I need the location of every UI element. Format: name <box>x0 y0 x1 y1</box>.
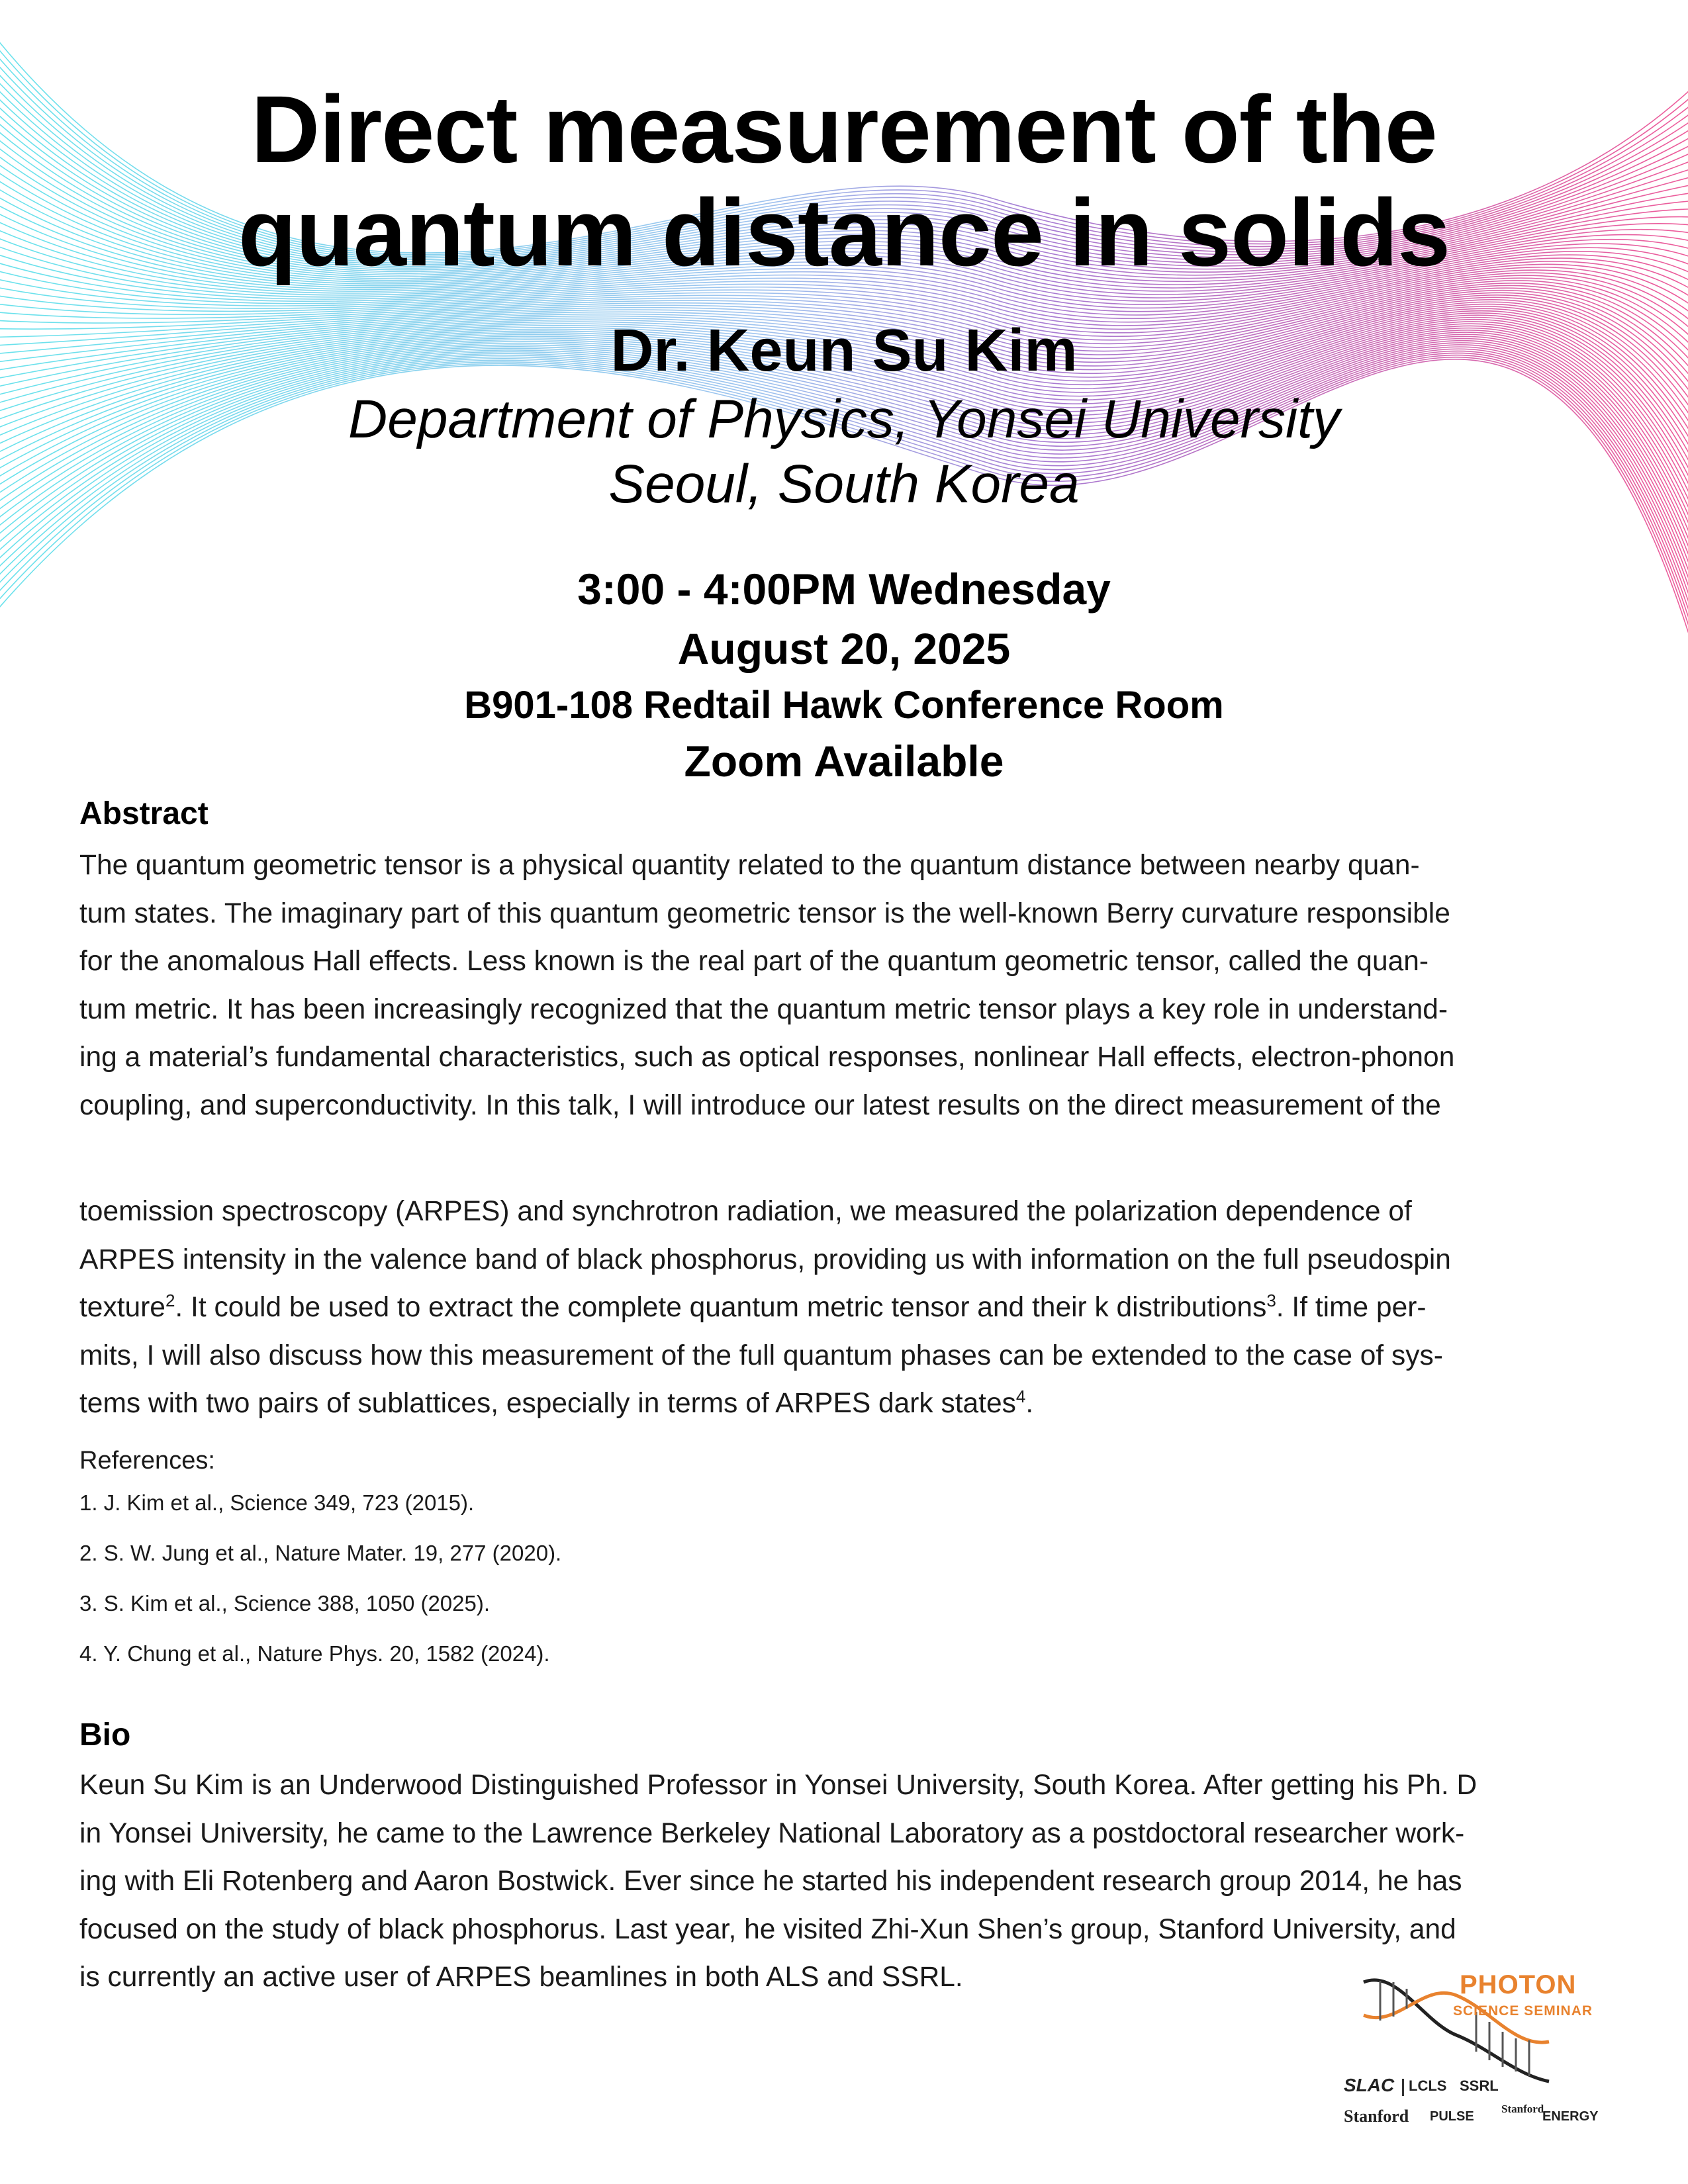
speaker-affiliation <box>0 387 1688 517</box>
logo-divider <box>1402 2079 1404 2096</box>
abstract-text-block-2 <box>79 1188 1609 1428</box>
lcls-logo: LCLS <box>1409 2077 1447 2094</box>
ssrl-logo: SSRL <box>1460 2077 1499 2094</box>
abstract-line <box>79 1380 1609 1428</box>
abstract-line: for the anomalous Hall effects. Less known is the real part of the quantum geometric tensor, called the quan- <box>79 946 1429 977</box>
reference-item: 2. S. W. Jung et al., Nature Mater. 19, 277 (2020). <box>79 1541 562 1565</box>
abstract-text: . <box>1025 1388 1034 1419</box>
citation-mark: 2 <box>165 1290 175 1310</box>
abstract-text-block-1 <box>79 842 1609 1130</box>
citation-mark: 4 <box>1015 1386 1026 1406</box>
abstract-text: tems with two pairs of sublattices, especially in terms of ARPES dark states <box>79 1388 1016 1419</box>
abstract-text: texture <box>79 1292 165 1323</box>
speaker-name: Dr. Keun Su Kim <box>610 318 1078 384</box>
reference-item: 4. Y. Chung et al., Nature Phys. 20, 1582 (2024). <box>79 1641 550 1666</box>
abstract-text: . It could be used to extract the complete quantum metric tensor and their k distributions <box>175 1292 1267 1323</box>
abstract-line <box>79 1284 1609 1332</box>
bio-line: ing with Eli Rotenberg and Aaron Bostwick. Ever since he started his independent research group 2014, he has <box>79 1866 1462 1897</box>
citation-mark: 3 <box>1266 1290 1276 1310</box>
bio-heading: Bio <box>79 1717 131 1752</box>
title-line-1: Direct measurement of the <box>251 76 1437 183</box>
event-time: 3:00 - 4:00PM Wednesday <box>577 565 1111 614</box>
sponsor-logos <box>1344 2075 1622 2154</box>
abstract-line: ing a material’s fundamental characteristics, such as optical responses, nonlinear Hall effects, electron-phonon <box>79 1042 1455 1073</box>
abstract-line: coupling, and superconductivity. In this talk, I will introduce our latest results on the direct measurement of the <box>79 1089 1441 1121</box>
speaker-location: Seoul, South Korea <box>608 454 1080 514</box>
speaker-department: Department of Physics, Yonsei University <box>348 389 1340 449</box>
abstract-heading: Abstract <box>79 796 209 831</box>
stanford-university-logo: Stanford <box>1501 2103 1544 2115</box>
abstract-line: toemission spectroscopy (ARPES) and synchrotron radiation, we measured the polarization dependence of <box>79 1196 1412 1227</box>
bio-line: focused on the study of black phosphorus. Last year, he visited Zhi-Xun Shen’s group, Stanford University, and <box>79 1913 1456 1945</box>
references-list <box>79 1486 561 1688</box>
abstract-line: tum states. The imaginary part of this quantum geometric tensor is the well-known Berry curvature responsible <box>79 897 1450 929</box>
abstract-text: . If time per- <box>1276 1292 1427 1323</box>
bio-line: Keun Su Kim is an Underwood Distinguished Professor in Yonsei University, South Korea. After getting his Ph. D <box>79 1770 1477 1801</box>
doe-energy-logo: ENERGY <box>1542 2109 1599 2124</box>
bio-line: is currently an active user of ARPES beamlines in both ALS and SSRL. <box>79 1962 963 1993</box>
abstract-line: The quantum geometric tensor is a physical quantity related to the quantum distance between nearby quan- <box>79 850 1420 881</box>
logo-title: PHOTON <box>1460 1970 1577 1999</box>
reference-item: 1. J. Kim et al., Science 349, 723 (2015). <box>79 1490 475 1515</box>
abstract-line: tum metric. It has been increasingly recognized that the quantum metric tensor plays a key role in understand- <box>79 993 1448 1025</box>
logo-subtitle: SCIENCE SEMINAR <box>1453 2003 1593 2019</box>
pulse-logo: PULSE <box>1430 2109 1474 2124</box>
abstract-line: mits, I will also discuss how this measurement of the full quantum phases can be extended to the case of sys- <box>79 1340 1443 1371</box>
slac-logo: SLAC <box>1344 2075 1395 2095</box>
event-date: August 20, 2025 <box>677 624 1011 673</box>
event-zoom: Zoom Available <box>684 737 1004 786</box>
stanford-logo: Stanford <box>1344 2107 1409 2126</box>
bio-line: in Yonsei University, he came to the Lawrence Berkeley National Laboratory as a postdoctoral researcher work- <box>79 1817 1465 1849</box>
references-label: References: <box>79 1447 215 1475</box>
page-title <box>0 78 1688 285</box>
title-line-2: quantum distance in solids <box>238 179 1450 286</box>
abstract-line: ARPES intensity in the valence band of black phosphorus, providing us with information on the full pseudospin <box>79 1244 1451 1275</box>
event-room: B901-108 Redtail Hawk Conference Room <box>464 684 1224 727</box>
reference-item: 3. S. Kim et al., Science 388, 1050 (2025). <box>79 1591 491 1615</box>
